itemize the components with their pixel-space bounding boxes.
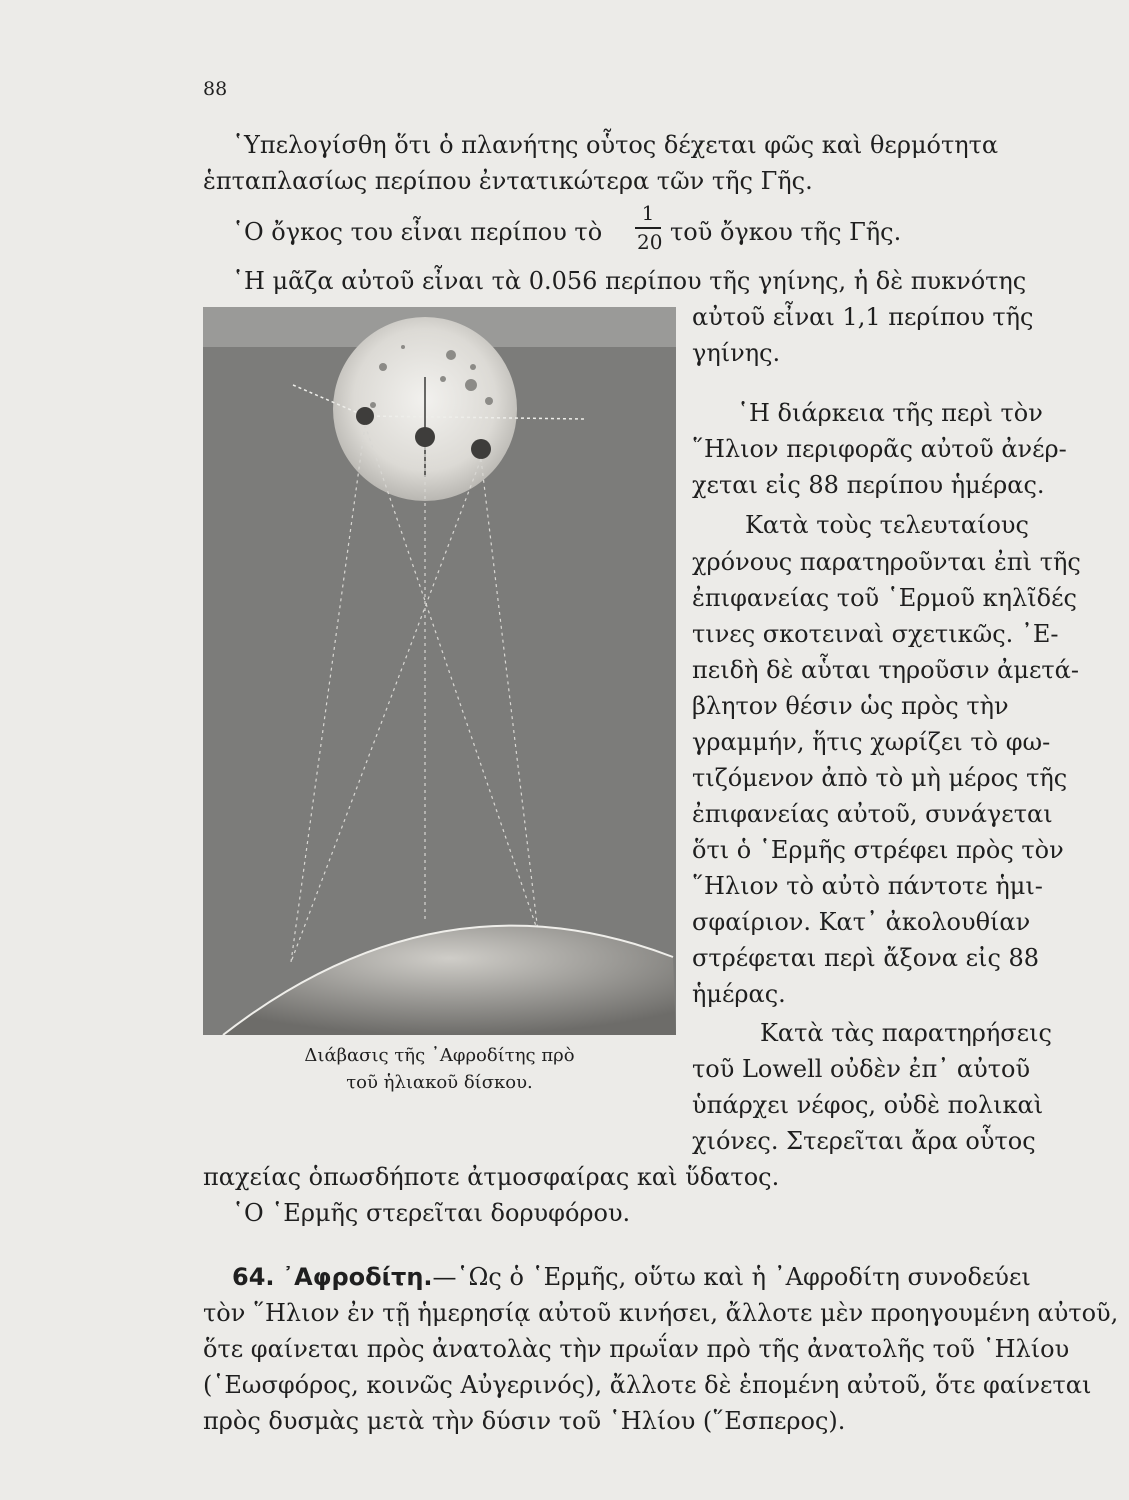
side-column-line: τιζόμενον ἀπὸ τὸ μὴ μέρος τῆς — [692, 764, 1068, 792]
venus-position-left — [356, 407, 374, 425]
side-column-line: αὐτοῦ εἶναι 1,1 περίπου τῆς — [692, 303, 1034, 331]
figure-caption-line: τοῦ ἡλιακοῦ δίσκου. — [346, 1072, 533, 1093]
side-column-line: σφαίριον. Κατ᾿ ἀκολουθίαν — [692, 908, 1031, 936]
mass-sentence: ῾Η μᾶζα αὐτοῦ εἶναι τὰ 0.056 περίπου τῆς γηίνης, ἡ δὲ πυκνότης — [232, 267, 1027, 295]
transit-illustration — [203, 307, 676, 1035]
side-column-line: χιόνες. Στερεῖται ἄρα οὗτος — [692, 1127, 1036, 1155]
venus-position-right — [471, 439, 491, 459]
volume-sentence-after: τοῦ ὄγκου τῆς Γῆς. — [670, 218, 902, 246]
section-title: ᾿Αφροδίτη. — [282, 1263, 433, 1291]
side-column-line: πειδὴ δὲ αὗται τηροῦσιν ἀμετά- — [692, 656, 1079, 684]
side-column-line: τινες σκοτειναὶ σχετικῶς. ᾿Ε- — [692, 620, 1059, 648]
page-number: 88 — [203, 78, 228, 100]
side-column-line: βλητον θέσιν ὡς πρὸς τὴν — [692, 692, 1009, 720]
side-column-line: γραμμήν, ἥτις χωρίζει τὸ φω- — [692, 728, 1051, 756]
section-first-line-rest: —῾Ως ὁ ῾Ερμῆς, οὕτω καὶ ἡ ᾿Αφροδίτη συνοδεύει — [432, 1263, 1031, 1291]
top-paragraph-line: ῾Υπελογίσθη ὅτι ὁ πλανήτης οὗτος δέχεται φῶς καὶ θερμότητα — [232, 131, 999, 159]
side-column-line: ὑπάρχει νέφος, οὐδὲ πολικαὶ — [692, 1091, 1044, 1119]
figure-caption-line: Διάβασις τῆς ᾿Αφροδίτης πρὸ — [304, 1045, 575, 1066]
fraction-bar — [635, 227, 661, 229]
section-number: 64. — [232, 1263, 275, 1291]
side-column-line: ῞Ηλιον τὸ αὐτὸ πάντοτε ἡμι- — [692, 872, 1043, 900]
venus-position-center — [415, 427, 435, 447]
section-line: πρὸς δυσμὰς μετὰ τὴν δύσιν τοῦ ῾Ηλίου (῞Εσπερος). — [203, 1407, 846, 1435]
volume-sentence-before: ῾Ο ὄγκος του εἶναι περίπου τὸ — [232, 218, 603, 246]
top-paragraph-line: ἑπταπλασίως περίπου ἐντατικώτερα τῶν τῆς Γῆς. — [203, 167, 813, 195]
side-column-line: γηίνης. — [692, 339, 781, 367]
transit-figure — [203, 307, 676, 1035]
side-column-line: χρόνους παρατηροῦνται ἐπὶ τῆς — [692, 548, 1081, 576]
section-line: ὅτε φαίνεται πρὸς ἀνατολὰς τὴν πρωΐαν πρὸ τῆς ἀνατολῆς τοῦ ῾Ηλίου — [203, 1335, 1070, 1363]
after-figure-line: παχείας ὁπωσδήποτε ἀτμοσφαίρας καὶ ὕδατος. — [203, 1163, 780, 1191]
section-line: τὸν ῞Ηλιον ἐν τῇ ἡμερησίᾳ αὐτοῦ κινήσει, ἄλλοτε μὲν προηγουμένη αὐτοῦ, — [203, 1299, 1119, 1327]
side-column-line: ἐπιφανείας τοῦ ῾Ερμοῦ κηλῖδές — [692, 584, 1077, 612]
side-column-line: ῾Η διάρκεια τῆς περὶ τὸν — [737, 399, 1043, 427]
fraction-denominator: 20 — [637, 230, 663, 254]
section-heading-line — [232, 1262, 1031, 1292]
side-column-line: ἡμέρας. — [692, 980, 786, 1008]
after-figure-line: ῾Ο ῾Ερμῆς στερεῖται δορυφόρου. — [232, 1199, 631, 1227]
side-column-line: ἐπιφανείας αὐτοῦ, συνάγεται — [692, 800, 1053, 828]
side-column-line: τοῦ Lowell οὐδὲν ἐπ᾿ αὐτοῦ — [692, 1055, 1031, 1083]
side-column-line: στρέφεται περὶ ἄξονα εἰς 88 — [692, 944, 1040, 972]
side-column-line: Κατὰ τὰς παρατηρήσεις — [760, 1019, 1052, 1047]
section-line: (῾Εωσφόρος, κοινῶς Αὐγερινός), ἄλλοτε δὲ ἑπομένη αὐτοῦ, ὅτε φαίνεται — [203, 1371, 1092, 1399]
fraction-numerator: 1 — [641, 201, 655, 225]
side-column-line: χεται εἰς 88 περίπου ἡμέρας. — [692, 471, 1045, 499]
side-column-line: Κατὰ τοὺς τελευταίους — [745, 511, 1029, 539]
side-column-line: ὅτι ὁ ῾Ερμῆς στρέφει πρὸς τὸν — [692, 836, 1064, 864]
side-column-line: ῞Ηλιον περιφορᾶς αὐτοῦ ἀνέρ- — [692, 435, 1067, 463]
